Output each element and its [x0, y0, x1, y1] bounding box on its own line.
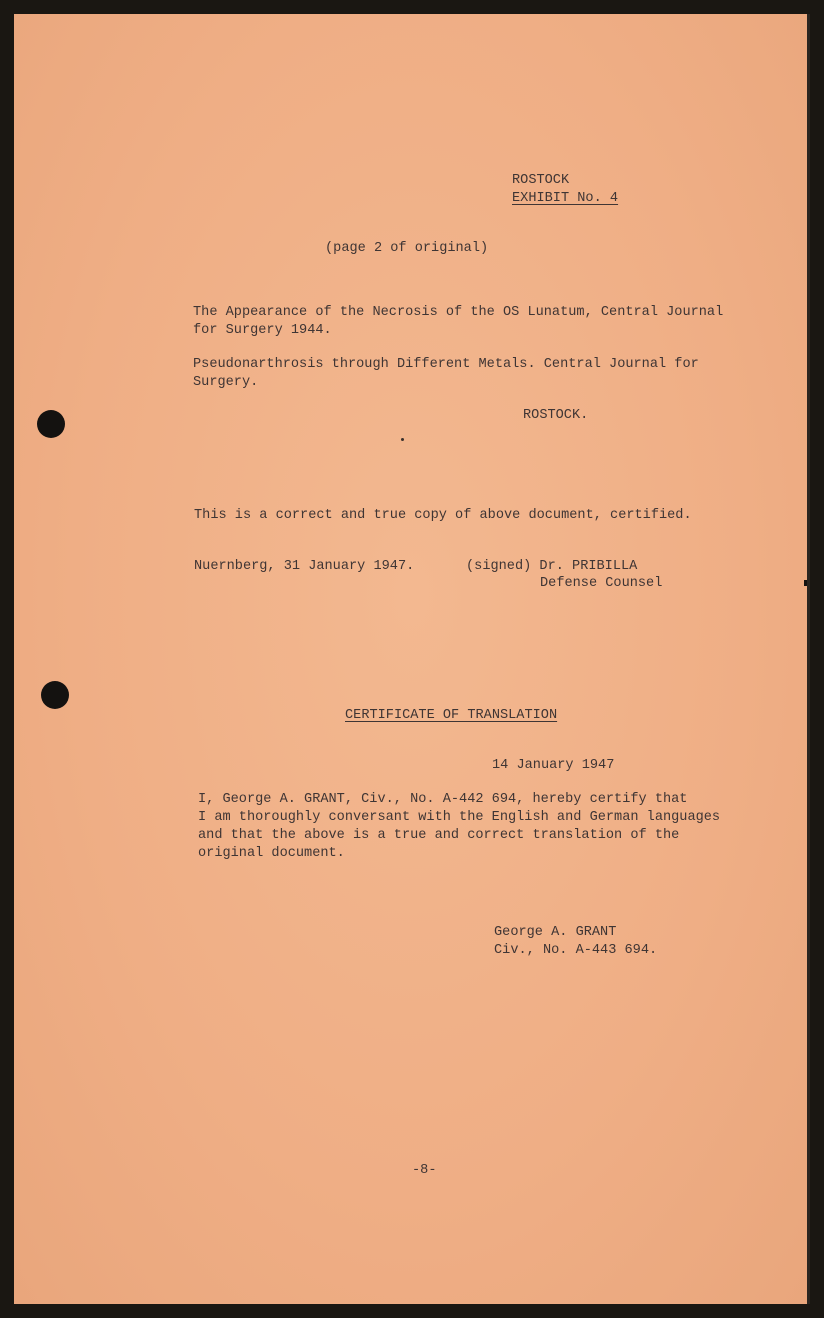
- certification-statement: This is a correct and true copy of above document, certified.: [194, 508, 692, 523]
- certificate-date: 14 January 1947: [492, 758, 615, 773]
- punch-hole-top: [37, 410, 65, 438]
- certification-signed: (signed) Dr. PRIBILLA: [466, 559, 638, 574]
- edge-mark: [804, 580, 809, 586]
- certificate-title: CERTIFICATE OF TRANSLATION: [345, 708, 558, 723]
- reference-item: The Appearance of the Necrosis of the OS Lunatum, Central Journal for Surgery 1944.: [193, 305, 724, 338]
- reference-item: Pseudonarthrosis through Different Metals. Central Journal for Surgery.: [193, 357, 699, 390]
- signature-rostock: ROSTOCK.: [523, 408, 589, 423]
- page-note: (page 2 of original): [325, 241, 489, 256]
- document-page: [14, 14, 810, 1304]
- exhibit-number: EXHIBIT No. 4: [512, 191, 619, 206]
- ink-speck: [401, 438, 404, 441]
- certificate-body: I, George A. GRANT, Civ., No. A-442 694, hereby certify that I am thoroughly conversant with the English and German languages and that the above is a true and correct translation of the original document.: [198, 792, 721, 861]
- signer-name: George A. GRANT: [494, 925, 617, 940]
- certification-role: Defense Counsel: [540, 576, 663, 591]
- punch-hole-bottom: [41, 681, 69, 709]
- page-number: -8-: [412, 1163, 437, 1178]
- signer-id: Civ., No. A-443 694.: [494, 943, 658, 958]
- certification-place-date: Nuernberg, 31 January 1947.: [194, 559, 415, 574]
- header-rostock: ROSTOCK: [512, 173, 570, 188]
